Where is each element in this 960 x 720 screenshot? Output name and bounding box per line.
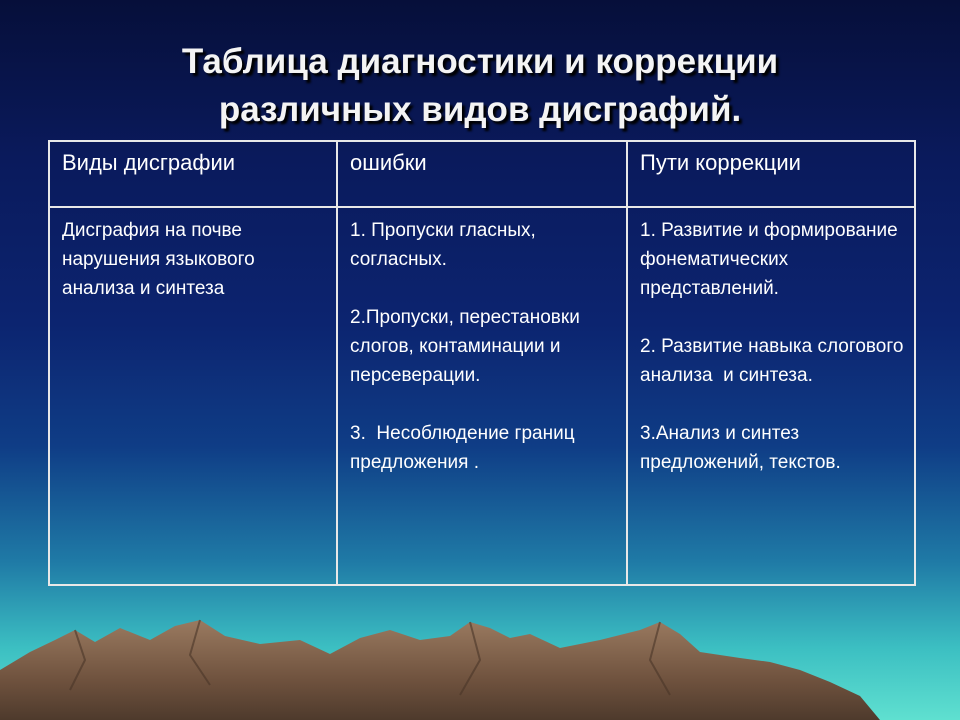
table-row (49, 207, 915, 585)
mountain-range (0, 620, 880, 720)
slide-title (0, 38, 960, 134)
cell-type (49, 207, 337, 585)
header-types: Виды дисграфии (49, 141, 337, 207)
mountains-illustration (0, 600, 960, 720)
dysgraphia-table (48, 140, 916, 586)
error-item-3: 3. Несоблюдение границ предложения . (350, 423, 586, 473)
error-item-1: 1. Пропуски гласных, согласных. (350, 220, 542, 270)
title-line-2: различных видов дисграфий. (218, 90, 742, 129)
correction-item-1: 1. Развитие и формирование фонематических представлений. (640, 220, 903, 299)
dysgraphia-type: Дисграфия на почве нарушения языкового анализа и синтеза (62, 220, 260, 299)
correction-item-3: 3.Анализ и синтез предложений, текстов. (640, 423, 841, 473)
title-line-1: Таблица диагностики и коррекции (181, 42, 779, 81)
header-corrections: Пути коррекции (627, 141, 915, 207)
header-row (49, 141, 915, 207)
header-errors: ошибки (337, 141, 627, 207)
cell-errors (337, 207, 627, 585)
correction-item-2: 2. Развитие навыка слогового анализа и синтеза. (640, 336, 909, 386)
error-item-2: 2.Пропуски, перестановки слогов, контаминации и персеверации. (350, 307, 586, 386)
cell-corrections (627, 207, 915, 585)
